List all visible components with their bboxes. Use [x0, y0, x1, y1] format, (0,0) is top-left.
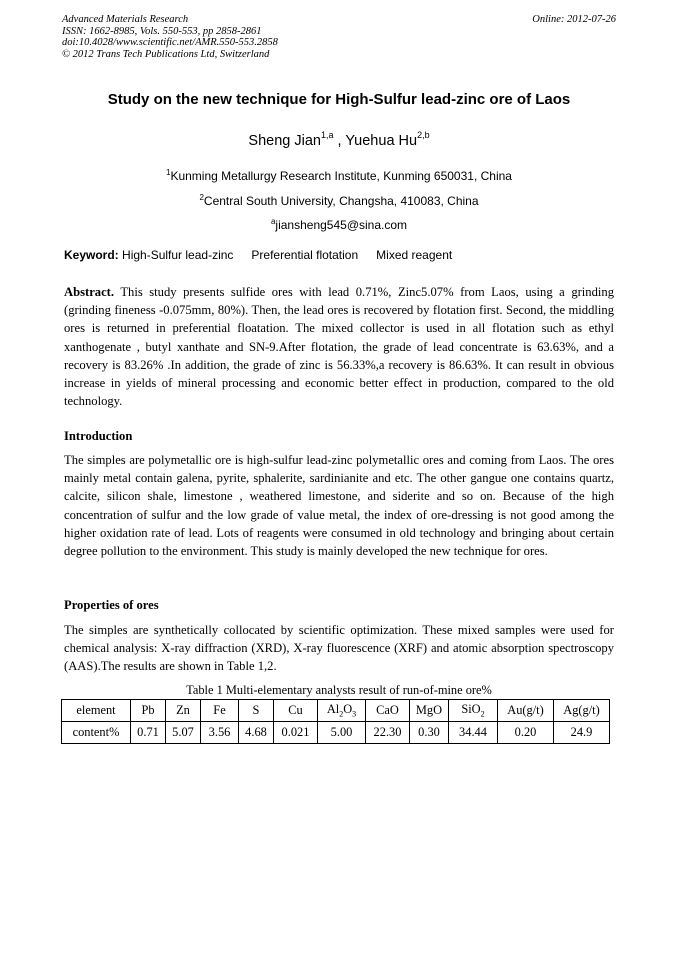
introduction-heading: Introduction — [64, 429, 133, 443]
introduction-text: The simples are polymetallic ore is high-sulfur lead-zinc polymetallic ores and coming from Laos. The ores mainly metal contain galena, pyrite, sphalerite, sardinianite and etc. The other gangue one contains quartz, calcite, silicon shale, limestone , weathered limestone, and siderite and so on. Because of the high concentration of sulfur and the low grade of value metal, the index of ore-dressing is not good among the higher oxidation rate of lead. Lots of reagents were consumed in old technology and bringing about certain degree pollution to the environment. This study is mainly developed the new technique for ores. — [64, 453, 614, 559]
cell-base: Au(g/t) — [507, 703, 544, 717]
table-cell: 5.00 — [318, 722, 366, 744]
keyword-2: Preferential flotation — [251, 248, 359, 262]
cell-sub: 2 — [339, 709, 344, 719]
cell-base: Cu — [288, 703, 303, 717]
table-cell: 22.30 — [366, 722, 410, 744]
issn-line: ISSN: 1662-8985, Vols. 550-553, pp 2858-2861 — [62, 25, 262, 37]
table-cell: 0.30 — [410, 722, 449, 744]
table-cell: 0.71 — [131, 722, 166, 744]
abstract — [64, 283, 614, 410]
cell-base: CaO — [376, 703, 399, 717]
cell-base: S — [252, 703, 260, 717]
affiliation-2 — [0, 193, 678, 208]
affiliation-2-sup: 2 — [199, 193, 204, 202]
table-cell: 4.68 — [239, 722, 274, 744]
table-cell — [201, 700, 239, 722]
keywords-label: Keyword: — [64, 248, 119, 262]
table-cell: 34.44 — [449, 722, 498, 744]
table-cell — [166, 700, 201, 722]
table-row-label: element — [62, 700, 131, 722]
cell-base: Fe — [213, 703, 226, 717]
table-cell — [449, 700, 498, 722]
abstract-text: This study presents sulfide ores with lead 0.71%, Zinc5.07% from Laos, using a grinding (grinding fineness -0.075mm, 80%). Then, the lead ores is recovered by flotation first. Second, the middling ores is returned in preferential floatation. The mixed collector is used in all flotation such as ethyl xanthogenate , butyl xanthate and SN-9.After flotation, the grade of lead concentrate is 63.63%, and a recovery is 83.26% .In addition, the grade of zinc is 56.33%,a recovery is 86.63%. It can result in obvious increase in yields of mineral processing and economic better effect in production, compared to the old technology. — [64, 285, 614, 409]
author-separator: , — [333, 132, 346, 149]
doi-line: doi:10.4028/www.scientific.net/AMR.550-553.2858 — [62, 37, 278, 48]
table-1-element-row — [62, 700, 610, 722]
cell-base-2: O — [343, 702, 353, 717]
table-cell — [410, 700, 449, 722]
author-line — [0, 131, 678, 149]
cell-base: Ag(g/t) — [563, 703, 600, 717]
keyword-3: Mixed reagent — [376, 248, 453, 262]
cell-base: SiO — [461, 702, 481, 717]
cell-sub-2: 3 — [352, 709, 357, 719]
properties-text: The simples are synthetically collocated by scientific optimization. These mixed samples were used for chemical analysis: X-ray diffraction (XRD), X-ray fluorescence (XRF) and atomic absorption spectroscopy (AAS).The results are shown in Table 1,2. — [64, 623, 614, 674]
affiliation-1-sup: 1 — [166, 168, 171, 177]
table-cell — [239, 700, 274, 722]
table-cell: 3.56 — [201, 722, 239, 744]
affiliation-1 — [0, 168, 678, 183]
properties-heading: Properties of ores — [64, 598, 159, 612]
running-header — [62, 14, 278, 60]
online-date: Online: 2012-07-26 — [532, 14, 616, 25]
table-cell: 24.9 — [554, 722, 610, 744]
author-1-name: Sheng Jian — [248, 132, 321, 149]
author-2-sup: 2,b — [417, 130, 430, 140]
journal-name: Advanced Materials Research — [62, 14, 189, 25]
table-cell — [498, 700, 554, 722]
cell-base: Pb — [141, 703, 155, 717]
table-cell — [131, 700, 166, 722]
table-cell: 0.20 — [498, 722, 554, 744]
abstract-label: Abstract. — [64, 285, 115, 299]
table-cell: 5.07 — [166, 722, 201, 744]
cell-sub: 2 — [480, 709, 485, 719]
table-1 — [61, 699, 610, 744]
table-1-content-row — [62, 722, 610, 744]
table-row-label: content% — [62, 722, 131, 744]
affiliation-1-text: Kunming Metallurgy Research Institute, Kunming 650031, China — [170, 169, 512, 183]
keyword-1: High-Sulfur lead-zinc — [122, 248, 234, 262]
author-2-name: Yuehua Hu — [345, 132, 418, 149]
cell-base: Al — [326, 702, 340, 717]
table-cell — [318, 700, 366, 722]
author-email — [0, 217, 678, 232]
affiliation-2-text: Central South University, Changsha, 410083, China — [203, 194, 479, 208]
email-sup: a — [270, 217, 276, 226]
table-cell: 0.021 — [274, 722, 318, 744]
cell-base: Zn — [176, 703, 190, 717]
table-cell — [366, 700, 410, 722]
table-1-caption: Table 1 Multi-elementary analysts result of run-of-mine ore% — [186, 683, 492, 697]
paper-title: Study on the new technique for High-Sulfur lead-zinc ore of Laos — [107, 91, 571, 108]
table-cell — [274, 700, 318, 722]
email-text: jiansheng545@sina.com — [275, 218, 408, 232]
cell-base: MgO — [415, 703, 443, 717]
copyright-line: © 2012 Trans Tech Publications Ltd, Switzerland — [62, 48, 270, 60]
keywords — [64, 248, 452, 262]
author-1-sup: 1,a — [320, 130, 334, 140]
table-cell — [554, 700, 610, 722]
